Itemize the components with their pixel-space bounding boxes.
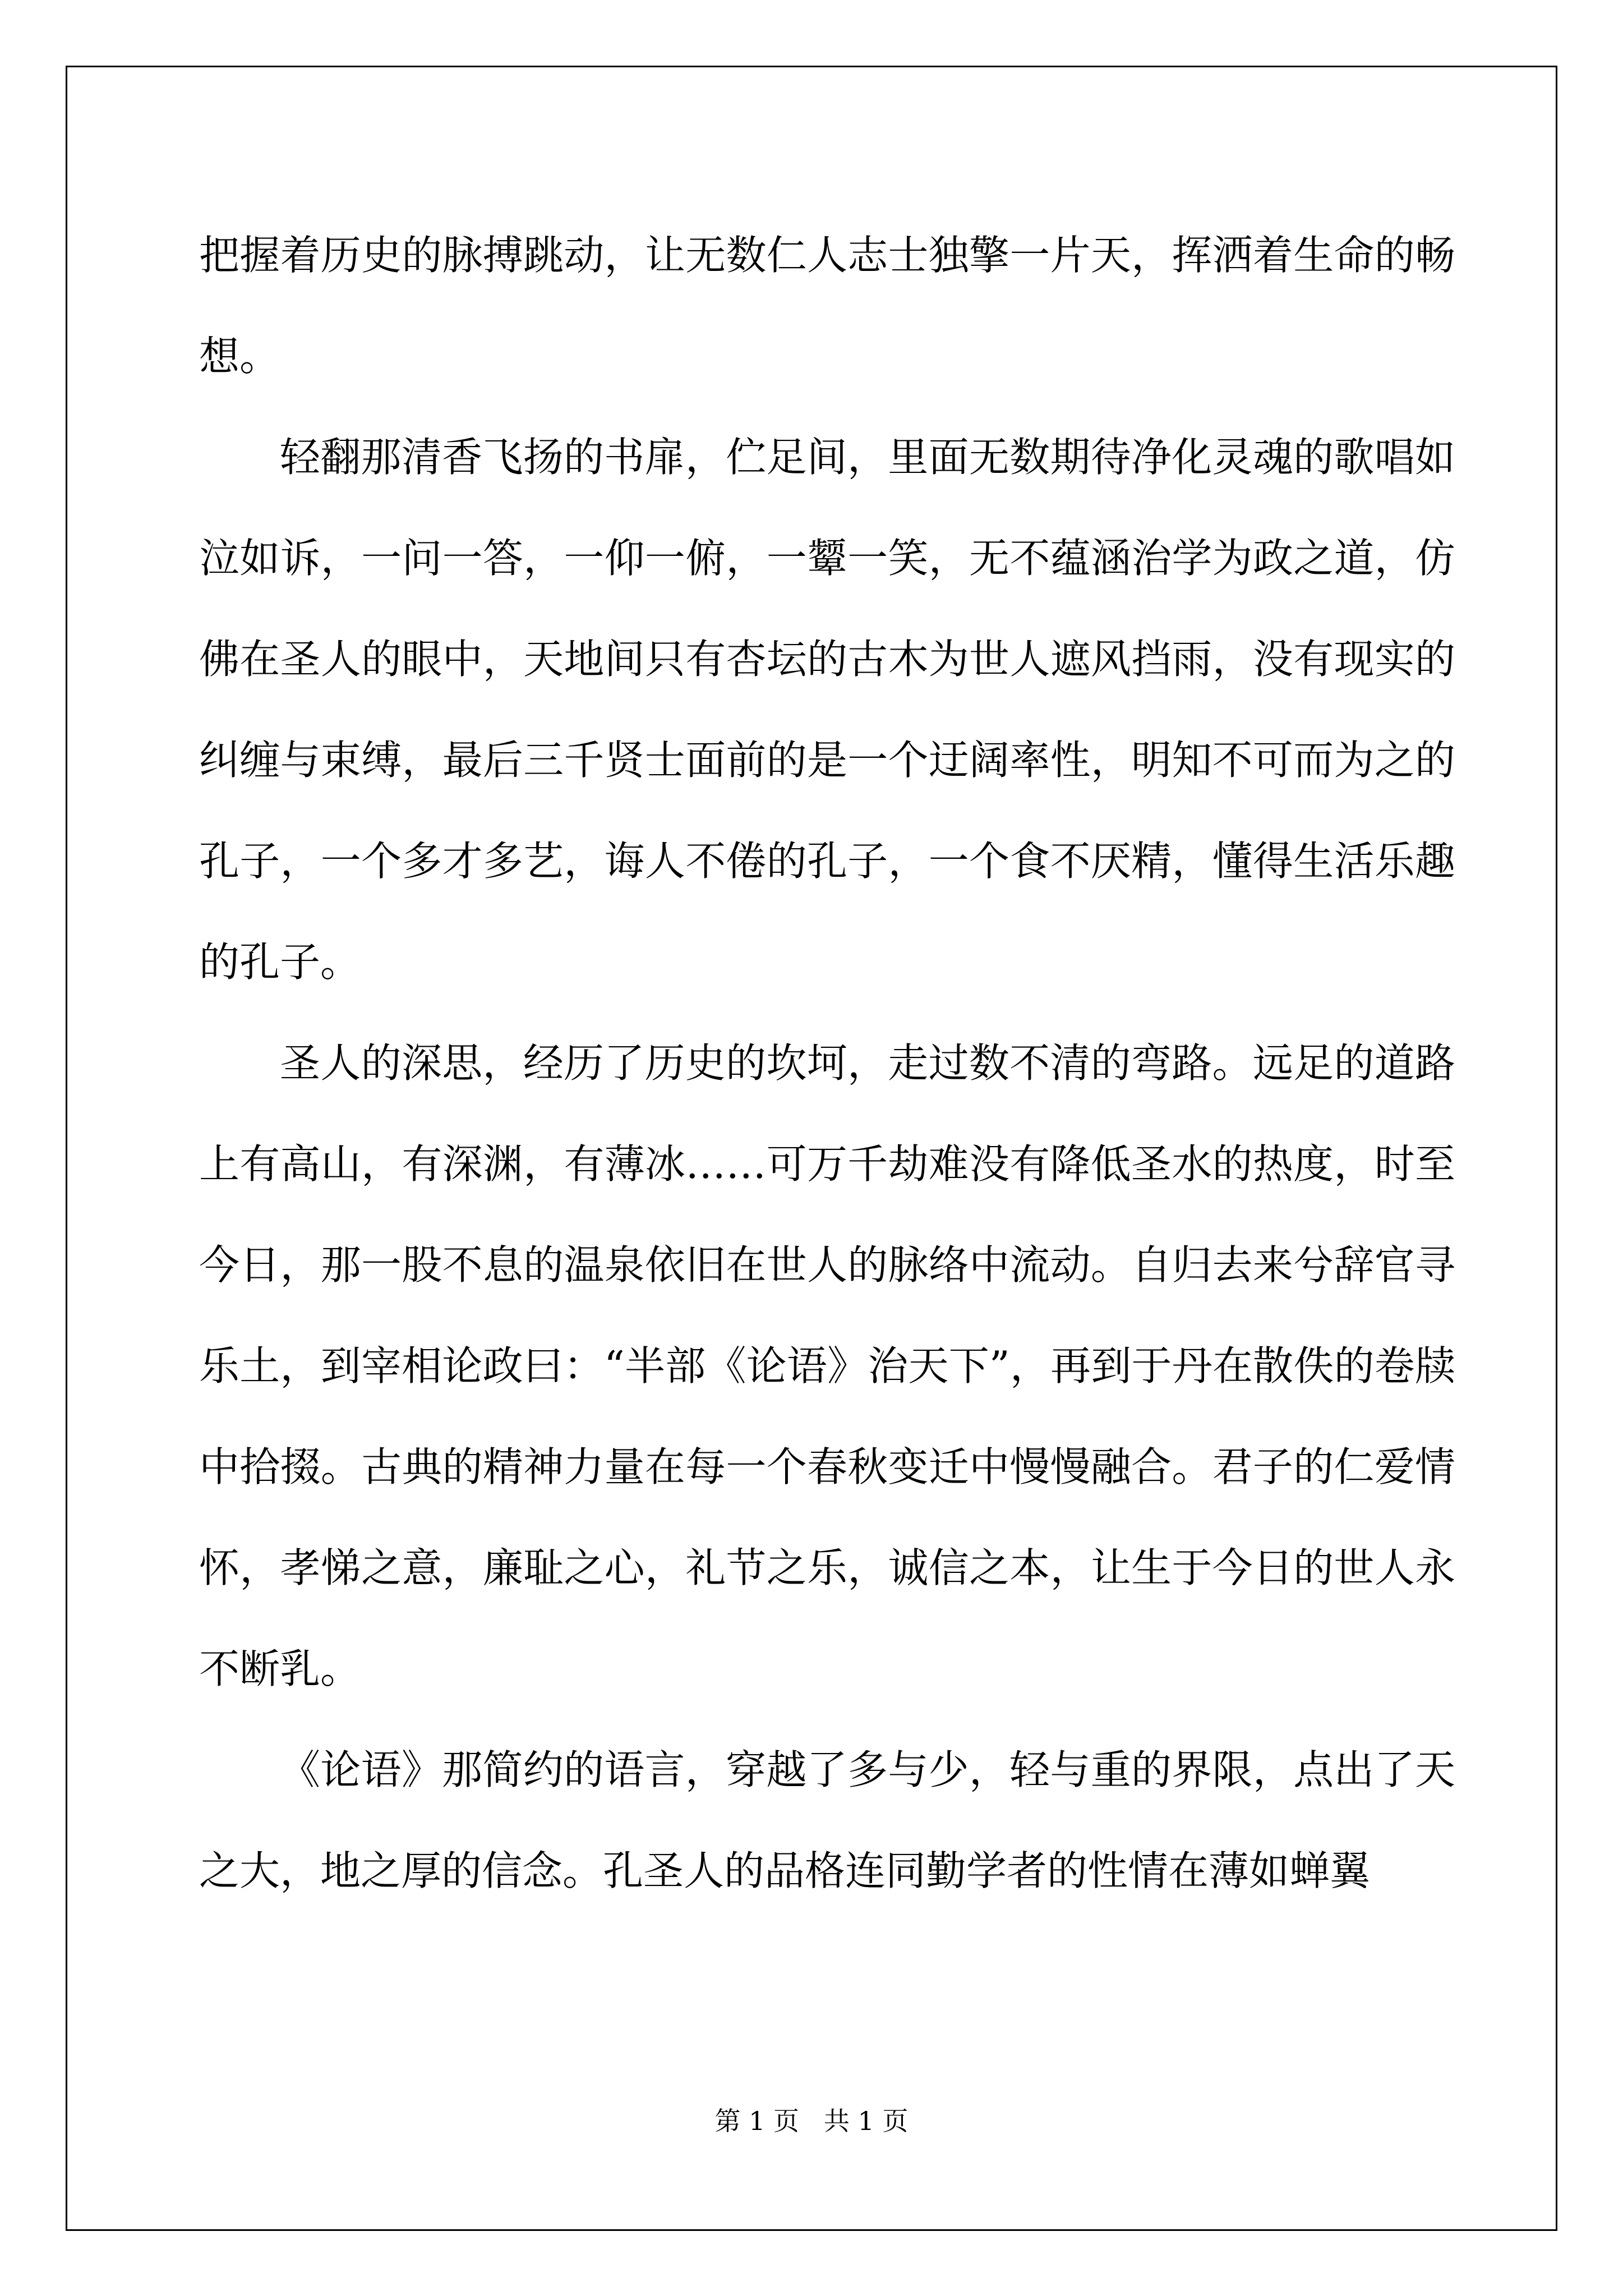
- paragraph-2: 轻翻那清香飞扬的书扉，伫足间，里面无数期待净化灵魂的歌唱如泣如诉，一问一答，一仰一俯，一颦一笑，无不蕴涵治学为政之道，仿佛在圣人的眼中，天地间只有杏坛的古木为世人遮风挡雨，没有现实的纠缠与束缚，最后三千贤士面前的是一个迂阔率性，明知不可而为之的孔子，一个多才多艺，诲人不倦的孔子，一个食不厌精，懂得生活乐趣的孔子。: [199, 434, 1455, 986]
- document-body: [199, 205, 1455, 1921]
- paragraph-3: 圣人的深思，经历了历史的坎坷，走过数不清的弯路。远足的道路上有高山，有深渊，有薄冰……可万千劫难没有降低圣水的热度，时至今日，那一股不息的温泉依旧在世人的脉络中流动。自归去来兮辞官寻乐土，到宰相论政曰：“半部《论语》治天下”，再到于丹在散佚的卷牍中拾掇。古典的精神力量在每一个春秋变迁中慢慢融合。君子的仁爱情怀，孝悌之意，廉耻之心，礼节之乐，诚信之本，让生于今日的世人永不断乳。: [199, 1039, 1455, 1692]
- page-number-footer: 第 1 页 共 1 页: [714, 2106, 909, 2136]
- paragraph-1: 把握着历史的脉搏跳动，让无数仁人志士独擎一片天，挥洒着生命的畅想。: [199, 232, 1455, 380]
- paragraph-4: 《论语》那简约的语言，穿越了多与少，轻与重的界限，点出了天之大，地之厚的信念。孔圣人的品格连同勤学者的性情在薄如蝉翼: [199, 1746, 1455, 1894]
